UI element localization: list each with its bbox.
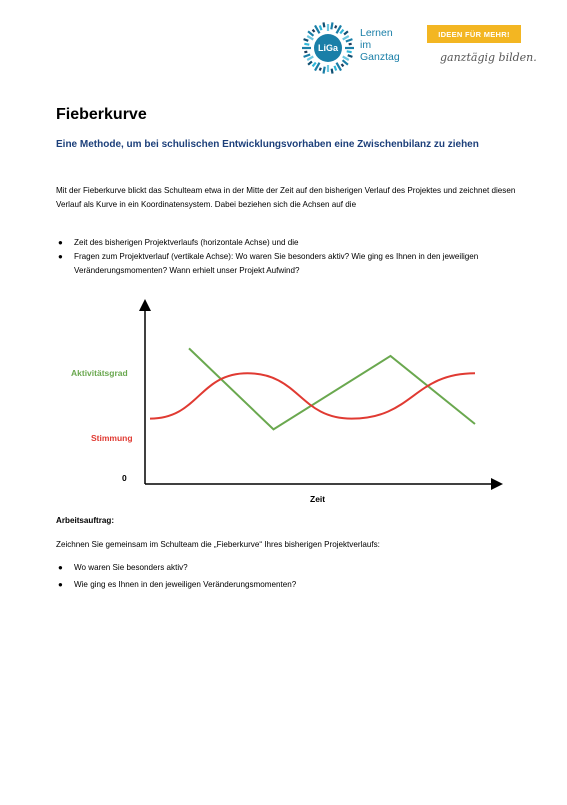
bullet-text: Fragen zum Projektverlauf (vertikale Achse): Wo waren Sie besonders aktiv? Wie ging es Ihnen in den jeweiligen Veränderungsmomenten? Wann erhielt unser Projekt Aufwind? <box>74 252 479 275</box>
series-line-stimmung <box>150 373 475 418</box>
task-item-text: Wie ging es Ihnen in den jeweiligen Veränderungsmomenten? <box>74 580 297 589</box>
liga-word: im <box>360 39 372 51</box>
bullet-dot-icon: ● <box>58 238 63 247</box>
task-item-text: Wo waren Sie besonders aktiv? <box>74 563 188 572</box>
task-item <box>58 578 514 592</box>
bullet-dot-icon: ● <box>58 563 63 572</box>
subtitle: Eine Methode, um bei schulischen Entwicklungsvorhaben eine Zwischenbilanz zu ziehen <box>56 139 479 150</box>
series-label-stimmung: Stimmung <box>91 433 133 443</box>
bullet-dot-icon: ● <box>58 580 63 589</box>
bullet-dot-icon: ● <box>58 252 63 261</box>
x-axis-label: Zeit <box>310 494 326 504</box>
page-title: Fieberkurve <box>56 106 147 123</box>
intro-paragraph: Mit der Fieberkurve blickt das Schulteam etwa in der Mitte der Zeit auf den bisherigen Verlauf des Projektes und zeichnet diesen Verlauf als Kurve in ein Koordinatensystem. Dabei beziehen sich die Achsen auf die <box>56 186 516 209</box>
bullet-text: Zeit des bisherigen Projektverlaufs (horizontale Achse) und die <box>74 238 299 247</box>
task-title: Arbeitsauftrag: <box>56 516 115 525</box>
series-line-aktivitaetsgrad <box>189 348 475 429</box>
ideen-badge: IDEEN FÜR MEHR! <box>427 25 521 43</box>
series-label-aktivitaetsgrad: Aktivitätsgrad <box>71 368 128 378</box>
ganztaegig-slogan: ganztägig bilden. <box>440 51 537 64</box>
liga-word: Ganztag <box>360 51 400 63</box>
liga-logo-short: LiGa <box>314 34 342 62</box>
liga-word: Lernen <box>360 27 393 39</box>
task-text: Zeichnen Sie gemeinsam im Schulteam die „Fieberkurve“ Ihres bisherigen Projektverlaufs: <box>56 540 380 549</box>
task-item <box>58 561 514 575</box>
origin-label: 0 <box>122 473 127 483</box>
